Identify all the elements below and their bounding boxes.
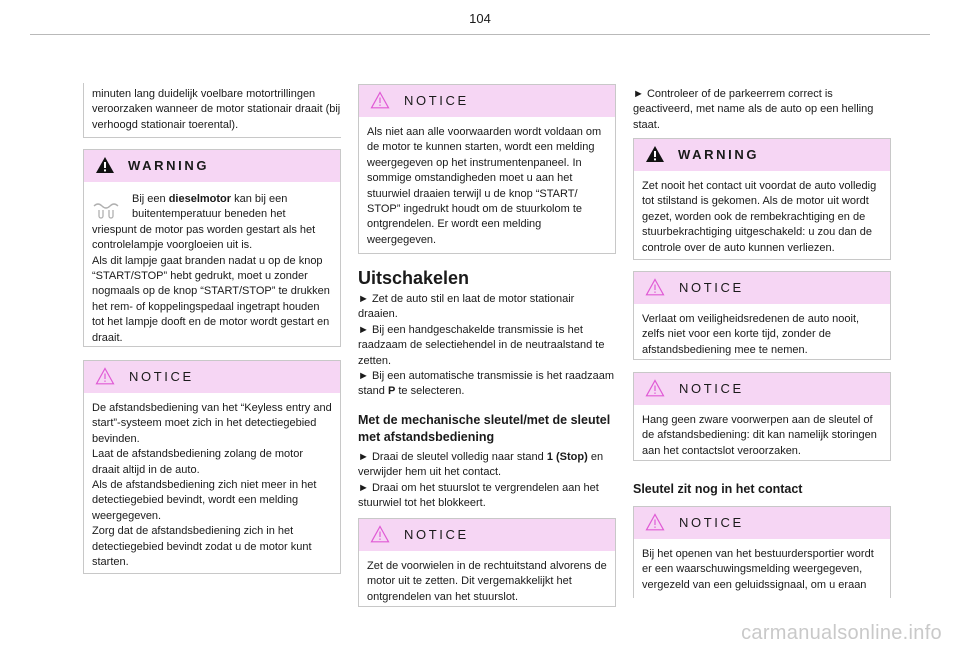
warning-header	[84, 150, 340, 182]
notice-box-key-in-ignition	[633, 506, 891, 598]
step-auto-bold: P	[387, 385, 396, 398]
notice-p1: De afstandsbediening van het “Keyless entry and start”-systeem moet zich in het detectiegebied bevinden.	[92, 402, 332, 445]
notice-box-start-conditions	[358, 84, 616, 254]
notice-icon	[645, 278, 665, 296]
notice-icon	[95, 367, 115, 385]
warning-header	[634, 139, 890, 171]
notice-icon	[645, 379, 665, 397]
notice-icon	[370, 525, 390, 543]
section-heading: Uitschakelen	[358, 268, 470, 288]
warning-box	[83, 149, 341, 347]
warning-text-bold: dieselmotor	[168, 193, 232, 205]
notice-title: NOTICE	[129, 369, 194, 384]
notice-p4: Zorg dat de afstandsbediening zich in het detectiegebied bevindt zodat u de motor kunt starten.	[92, 525, 312, 569]
notice-icon	[370, 91, 390, 109]
notice-box-remote	[633, 271, 891, 360]
shutdown-steps	[358, 292, 616, 400]
step-auto-post: te selecteren.	[395, 385, 465, 398]
preheat-glow-plug-icon	[92, 200, 122, 222]
notice-icon	[645, 513, 665, 531]
warning-icon	[95, 156, 115, 174]
notice-body: Bij het openen van het bestuurdersportier wordt er een waarschuwingsmelding weergegeven, vergezeld van een geluidssignaal, om u eraan	[642, 548, 874, 591]
page-divider	[30, 34, 930, 35]
notice-header	[634, 373, 890, 405]
step-auto-pre: ► Bij een automatische transmissie is het raadzaam stand	[358, 370, 615, 398]
warning-body: Zet nooit het contact uit voordat de auto volledig tot stilstand is gekomen. Als de motor uit wordt gezet, worden ook de rembekrachtiging en de stuurbekrachtiging uitgeschakeld: u zou dan de controle over de auto kunnen verliezen.	[642, 180, 877, 254]
step-lock-steering: ► Draai om het stuurslot te vergrendelen aan het stuurwiel tot het blokkeert.	[358, 481, 599, 510]
warning-body	[84, 182, 340, 354]
intro-box	[83, 83, 341, 138]
warning-box-ignition	[633, 138, 891, 260]
notice-body: Zet de voorwielen in de rechtuitstand alvorens de motor uit te zetten. Dit vergemakkelijkt het ontgrendelen van het stuurslot.	[367, 560, 607, 603]
notice-box-keyless	[83, 360, 341, 574]
step-key-post: en verwijder hem uit het contact.	[358, 451, 604, 479]
step-key-pre: ► Draai de sleutel volledig naar stand	[358, 451, 547, 463]
warning-text-p2: Als dit lampje gaat branden nadat u op de knop “START/STOP” hebt gedrukt, moet u zonder nogmaals op de knop “START/STOP” te drukken het rem- of koppelingspedaal ingetrapt houden tot het lampje dooft en de motor wordt gestart en draait.	[92, 254, 330, 344]
notice-header	[359, 519, 615, 551]
notice-title: NOTICE	[679, 381, 744, 396]
notice-p2: Laat de afstandsbediening zolang de motor draait altijd in de auto.	[92, 448, 303, 476]
notice-p3: Als de afstandsbediening zich niet meer in het detectiegebied bevindt, wordt een melding weergegeven.	[92, 479, 317, 522]
warning-text-pre: Bij een	[132, 193, 169, 205]
parking-brake-step: ► Controleer of de parkeerrem correct is geactiveerd, met name als de auto op een helling staat.	[633, 88, 874, 131]
warning-text-post: kan bij een buitentemperatuur beneden het vriespunt de motor pas worden gestart als het controlelampje voorgloeien uit is.	[92, 193, 316, 252]
notice-box-heavy-objects	[633, 372, 891, 461]
step-turn-key	[358, 450, 616, 481]
notice-body: Hang geen zware voorwerpen aan de sleutel of de afstandsbediening: dit kan namelijk storingen aan het contactslot veroorzaken.	[642, 414, 877, 457]
notice-body: Verlaat om veiligheidsredenen de auto nooit, zelfs niet voor een korte tijd, zonder de afstandsbediening mee te nemen.	[642, 313, 860, 356]
warning-title: WARNING	[678, 147, 760, 162]
notice-header	[634, 507, 890, 539]
notice-body: Als niet aan alle voorwaarden wordt voldaan om de motor te kunnen starten, wordt een melding weergegeven op het instrumentenpaneel. In sommige omstandigheden moet u aan het stuurwiel draaien terwijl u de knop “START/ STOP” ingedrukt houdt om de stuurkolom te ontgrendelen. Er wordt een melding weergegeven.	[367, 126, 602, 246]
subsection-heading: Met de mechanische sleutel/met de sleutel met afstandsbediening	[358, 413, 611, 444]
step-stop-car: ► Zet de auto stil en laat de motor stationair draaien.	[358, 293, 575, 321]
notice-title: NOTICE	[404, 527, 469, 542]
notice-header	[359, 85, 615, 117]
notice-box-front-wheels	[358, 518, 616, 607]
key-steps	[358, 450, 616, 512]
step-key-bold: 1 (Stop)	[546, 451, 588, 463]
notice-title: NOTICE	[404, 93, 469, 108]
notice-body	[84, 393, 340, 578]
intro-text: minuten lang duidelijk voelbare motortrillingen veroorzaken wanneer de motor stationair draait (bij verhoogd stationair toerental).	[92, 88, 341, 131]
subsection-heading: Sleutel zit nog in het contact	[633, 482, 803, 496]
watermark: carmanualsonline.info	[741, 622, 942, 644]
notice-header	[634, 272, 890, 304]
page-number: 104	[469, 11, 491, 26]
step-manual-transmission: ► Bij een handgeschakelde transmissie is het raadzaam de selectiehendel in de neutraalstand te zetten.	[358, 323, 605, 367]
warning-icon	[645, 145, 665, 163]
notice-title: NOTICE	[679, 280, 744, 295]
step-automatic-transmission	[358, 369, 616, 400]
notice-title: NOTICE	[679, 515, 744, 530]
warning-title: WARNING	[128, 158, 210, 173]
notice-header	[84, 361, 340, 393]
